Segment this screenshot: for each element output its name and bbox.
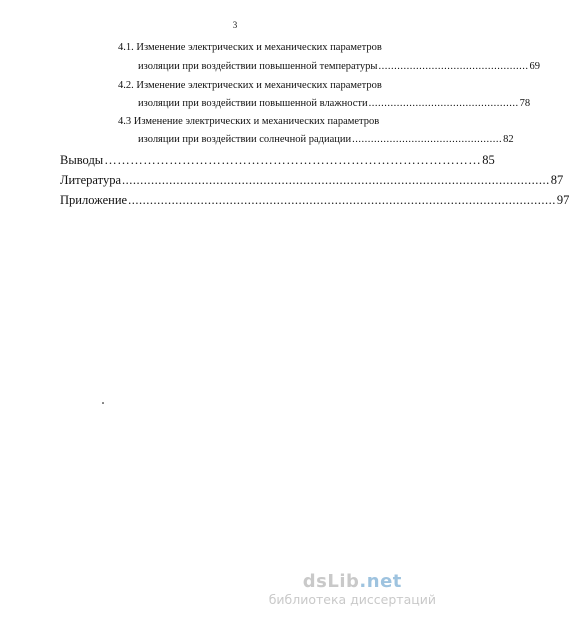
watermark-subtitle: библиотека диссертаций	[268, 592, 436, 607]
toc-leader-dots: ......................................................................................................................	[128, 193, 556, 207]
toc-entry-text: 4.3 Изменение электрических и механических параметров	[118, 116, 380, 127]
page-number: 3	[232, 20, 238, 30]
toc-page-number: 82	[503, 134, 514, 145]
toc-chapter-title: Литература	[60, 173, 121, 187]
toc-entry-text: изоляции при воздействии повышенной температуры	[138, 61, 378, 72]
watermark	[269, 571, 436, 607]
scan-speck	[102, 402, 104, 404]
toc-entry-4-3-line2[interactable]	[138, 134, 514, 145]
toc-page-number: 85	[482, 153, 495, 167]
toc-leader-dots: ……………………………………………………………………………	[104, 153, 482, 167]
toc-entry-text: 4.1. Изменение электрических и механических параметров	[118, 42, 382, 53]
toc-entry-4-3-line1	[118, 116, 379, 127]
toc-leader-dots: ................................................	[352, 134, 503, 145]
toc-entry-4-2-line1	[118, 80, 382, 91]
toc-chapter-appendix[interactable]	[60, 193, 569, 208]
toc-page-number: 69	[529, 61, 540, 72]
toc-page-number: 97	[556, 193, 569, 207]
toc-leader-dots: ................................................	[378, 61, 529, 72]
watermark-logo-accent: .net	[359, 571, 402, 592]
toc-chapter-title: Выводы	[60, 153, 104, 167]
toc-entry-4-2-line2[interactable]	[138, 98, 531, 109]
toc-page-number: 87	[550, 173, 564, 187]
watermark-logo	[269, 571, 436, 592]
toc-chapter-title: Приложение	[60, 193, 128, 207]
toc-chapter-references[interactable]	[60, 173, 564, 188]
toc-entry-4-1-line1	[118, 42, 382, 53]
toc-entry-text: 4.2. Изменение электрических и механических параметров	[118, 80, 382, 91]
toc-entry-text: изоляции при воздействии повышенной влажности	[138, 98, 368, 109]
toc-page-number: 78	[519, 98, 531, 109]
toc-entry-4-1-line2[interactable]	[138, 61, 540, 72]
toc-leader-dots: ......................................................................................................................	[122, 173, 550, 187]
toc-chapter-conclusions[interactable]	[60, 153, 495, 168]
toc-entry-text: изоляции при воздействии солнечной радиации	[138, 134, 352, 145]
toc-leader-dots: ................................................	[368, 98, 519, 109]
watermark-logo-main: dsLib	[302, 571, 360, 592]
